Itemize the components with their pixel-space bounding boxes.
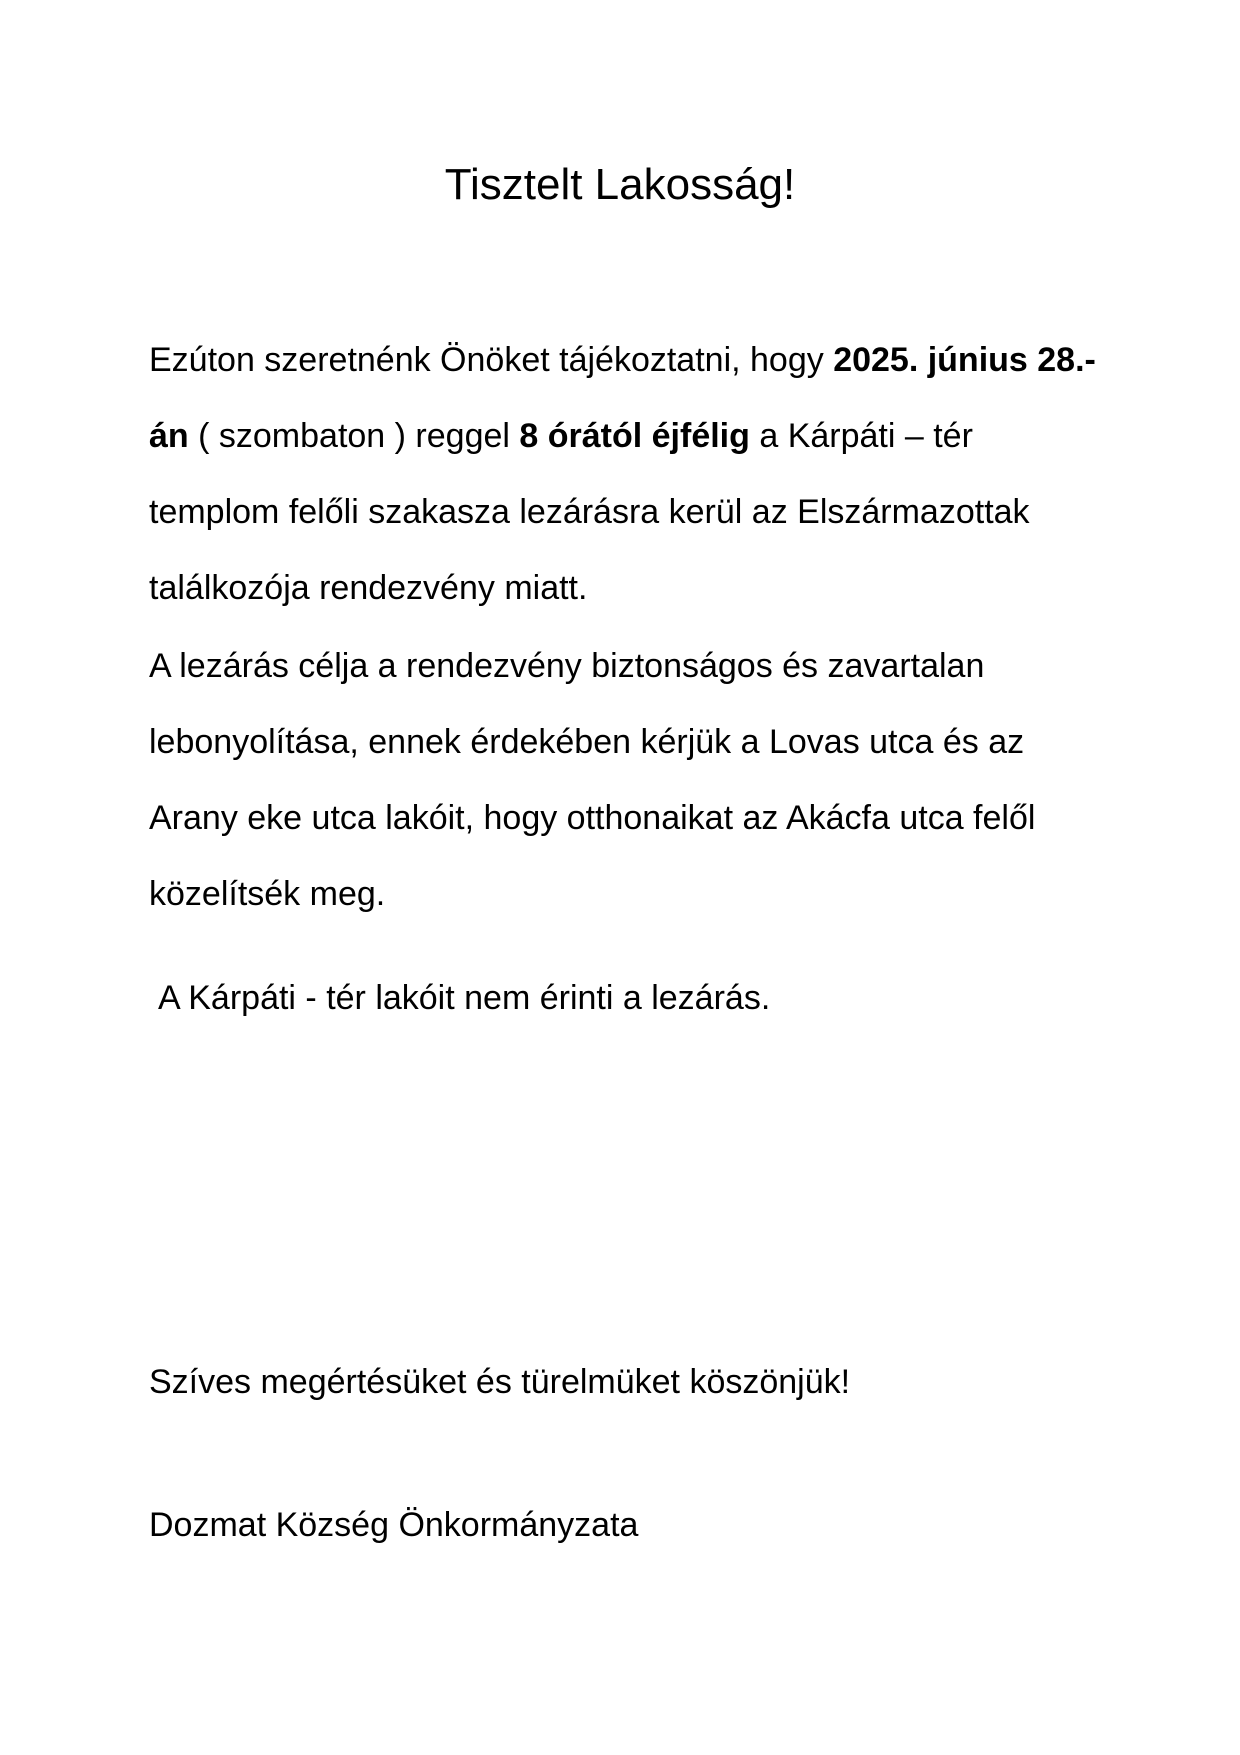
paragraph-closure-purpose: A lezárás célja a rendezvény biztonságos és zavartalan lebonyolítása, ennek érdekében kérjük a Lovas utca és az Arany eke utca lakóit, hogy otthonaikat az Akácfa utca felől közelítsék meg. (149, 647, 1036, 913)
paragraph-closure-notice (149, 322, 1109, 626)
paragraph1-text-3: a Kárpáti – tér templom felőli szakasza lezárásra kerül az Elszármazottak találkozója rendezvény miatt. (149, 417, 1030, 607)
paragraph-unaffected-residents: A Kárpáti - tér lakóit nem érinti a lezárás. (158, 979, 771, 1017)
closure-time: 8 órától éjfélig (519, 417, 750, 455)
letter-title: Tisztelt Lakosság! (444, 160, 796, 209)
paragraph1-text-1: Ezúton szeretnénk Önöket tájékoztatni, hogy (149, 341, 834, 379)
signature: Dozmat Község Önkormányzata (149, 1506, 639, 1544)
closure-date: 2025. június 28.-án (149, 341, 1096, 455)
paragraph1-text-2: ( szombaton ) reggel (188, 417, 520, 455)
closing-line: Szíves megértésüket és türelmüket köszönjük! (149, 1363, 851, 1401)
